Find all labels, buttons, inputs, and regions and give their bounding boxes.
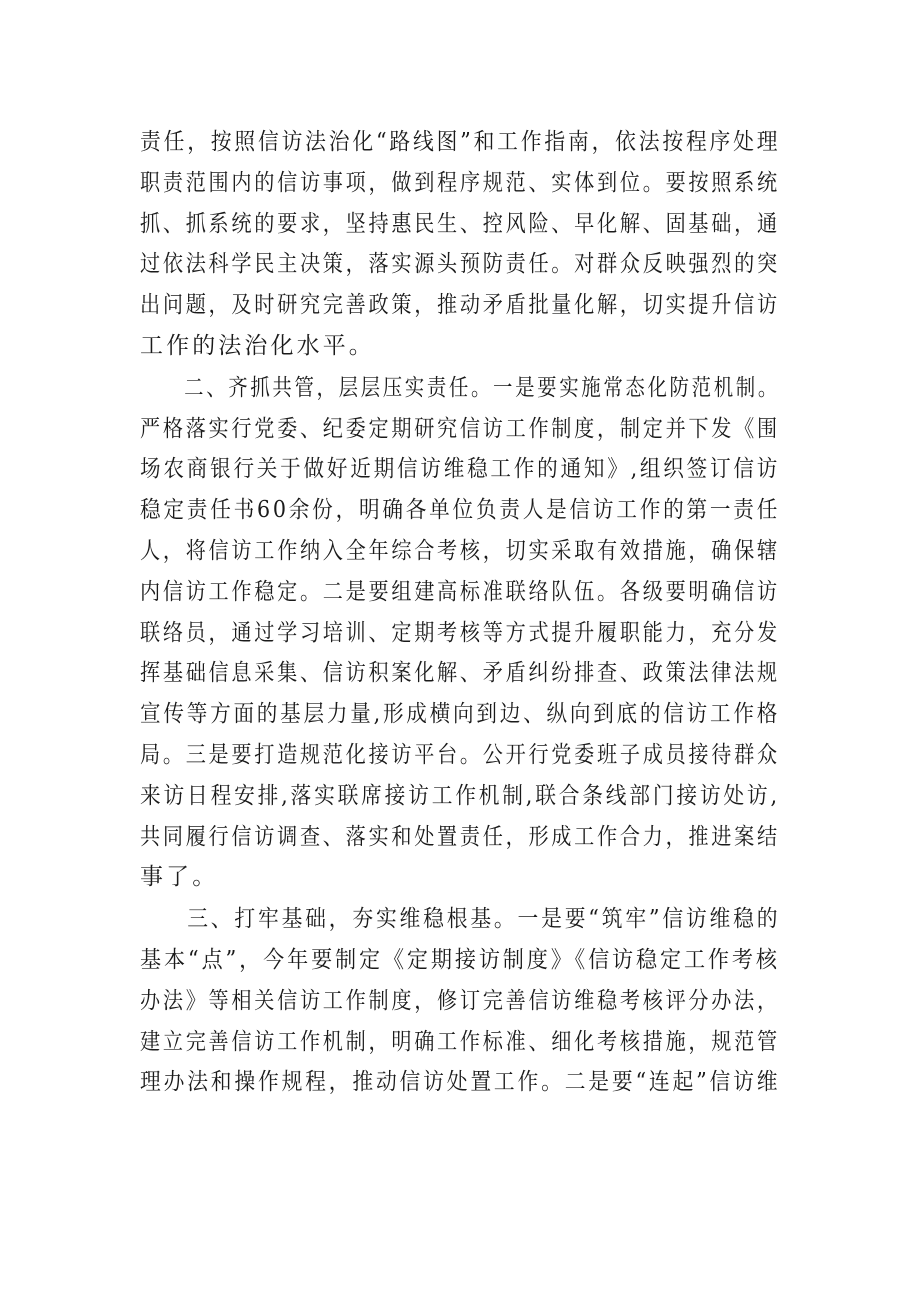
text-line: 内信访工作稳定。二是要组建高标准联络队伍。各级要明确信访 bbox=[140, 578, 780, 605]
text-line: 严格落实行党委、纪委定期研究信访工作制度，制定并下发《围 bbox=[140, 415, 780, 442]
text-line: 基本“点”，今年要制定《定期接访制度》《信访稳定工作考核 bbox=[140, 946, 780, 973]
text-line: 理办法和操作规程，推动信访处置工作。二是要“连起”信访维 bbox=[140, 1069, 781, 1096]
text-line: 三、打牢基础，夯实维稳根基。一是要“筑牢”信访维稳的 bbox=[140, 906, 781, 933]
text-line: 挥基础信息采集、信访积案化解、矛盾纠纷排查、政策法律法规 bbox=[140, 660, 780, 687]
paragraph-3 bbox=[140, 899, 780, 1103]
text-line: 过依法科学民主决策，落实源头预防责任。对群众反映强烈的突 bbox=[140, 251, 780, 278]
text-line: 抓、抓系统的要求，坚持惠民生、控风险、早化解、固基础，通 bbox=[140, 210, 780, 237]
text-line: 出问题，及时研究完善政策，推动矛盾批量化解，切实提升信访 bbox=[140, 292, 780, 319]
text-line: 联络员，通过学习培训、定期考核等方式提升履职能力，充分发 bbox=[140, 619, 780, 646]
text-line: 人，将信访工作纳入全年综合考核，切实采取有效措施，确保辖 bbox=[140, 537, 780, 564]
text-line: 来访日程安排,落实联席接访工作机制,联合条线部门接访处访, bbox=[140, 782, 780, 809]
text-line: 建立完善信访工作机制，明确工作标准、细化考核措施，规范管 bbox=[140, 1028, 780, 1055]
text-line: 职责范围内的信访事项，做到程序规范、实体到位。要按照系统 bbox=[140, 169, 780, 196]
text-line: 共同履行信访调查、落实和处置责任，形成工作合力，推进案结 bbox=[140, 823, 780, 850]
text-line: 二、齐抓共管，层层压实责任。一是要实施常态化防范机制。 bbox=[140, 374, 780, 401]
text-line: 事了。 bbox=[140, 864, 219, 891]
text-line: 场农商银行关于做好近期信访维稳工作的通知》,组织签订信访 bbox=[140, 456, 781, 483]
paragraph-2 bbox=[140, 368, 780, 898]
text-line: 工作的法治化水平。 bbox=[140, 332, 375, 359]
document-body bbox=[140, 122, 780, 1103]
text-line: 局。三是要打造规范化接访平台。公开行党委班子成员接待群众 bbox=[140, 741, 780, 768]
paragraph-1 bbox=[140, 122, 780, 367]
text-line: 办法》等相关信访工作制度，修订完善信访维稳考核评分办法， bbox=[140, 987, 780, 1014]
text-line: 稳定责任书60余份，明确各单位负责人是信访工作的第一责任 bbox=[140, 497, 781, 524]
text-line: 责任，按照信访法治化“路线图”和工作指南，依法按程序处理 bbox=[140, 129, 781, 155]
text-line: 宣传等方面的基层力量,形成横向到边、纵向到底的信访工作格 bbox=[140, 701, 781, 728]
